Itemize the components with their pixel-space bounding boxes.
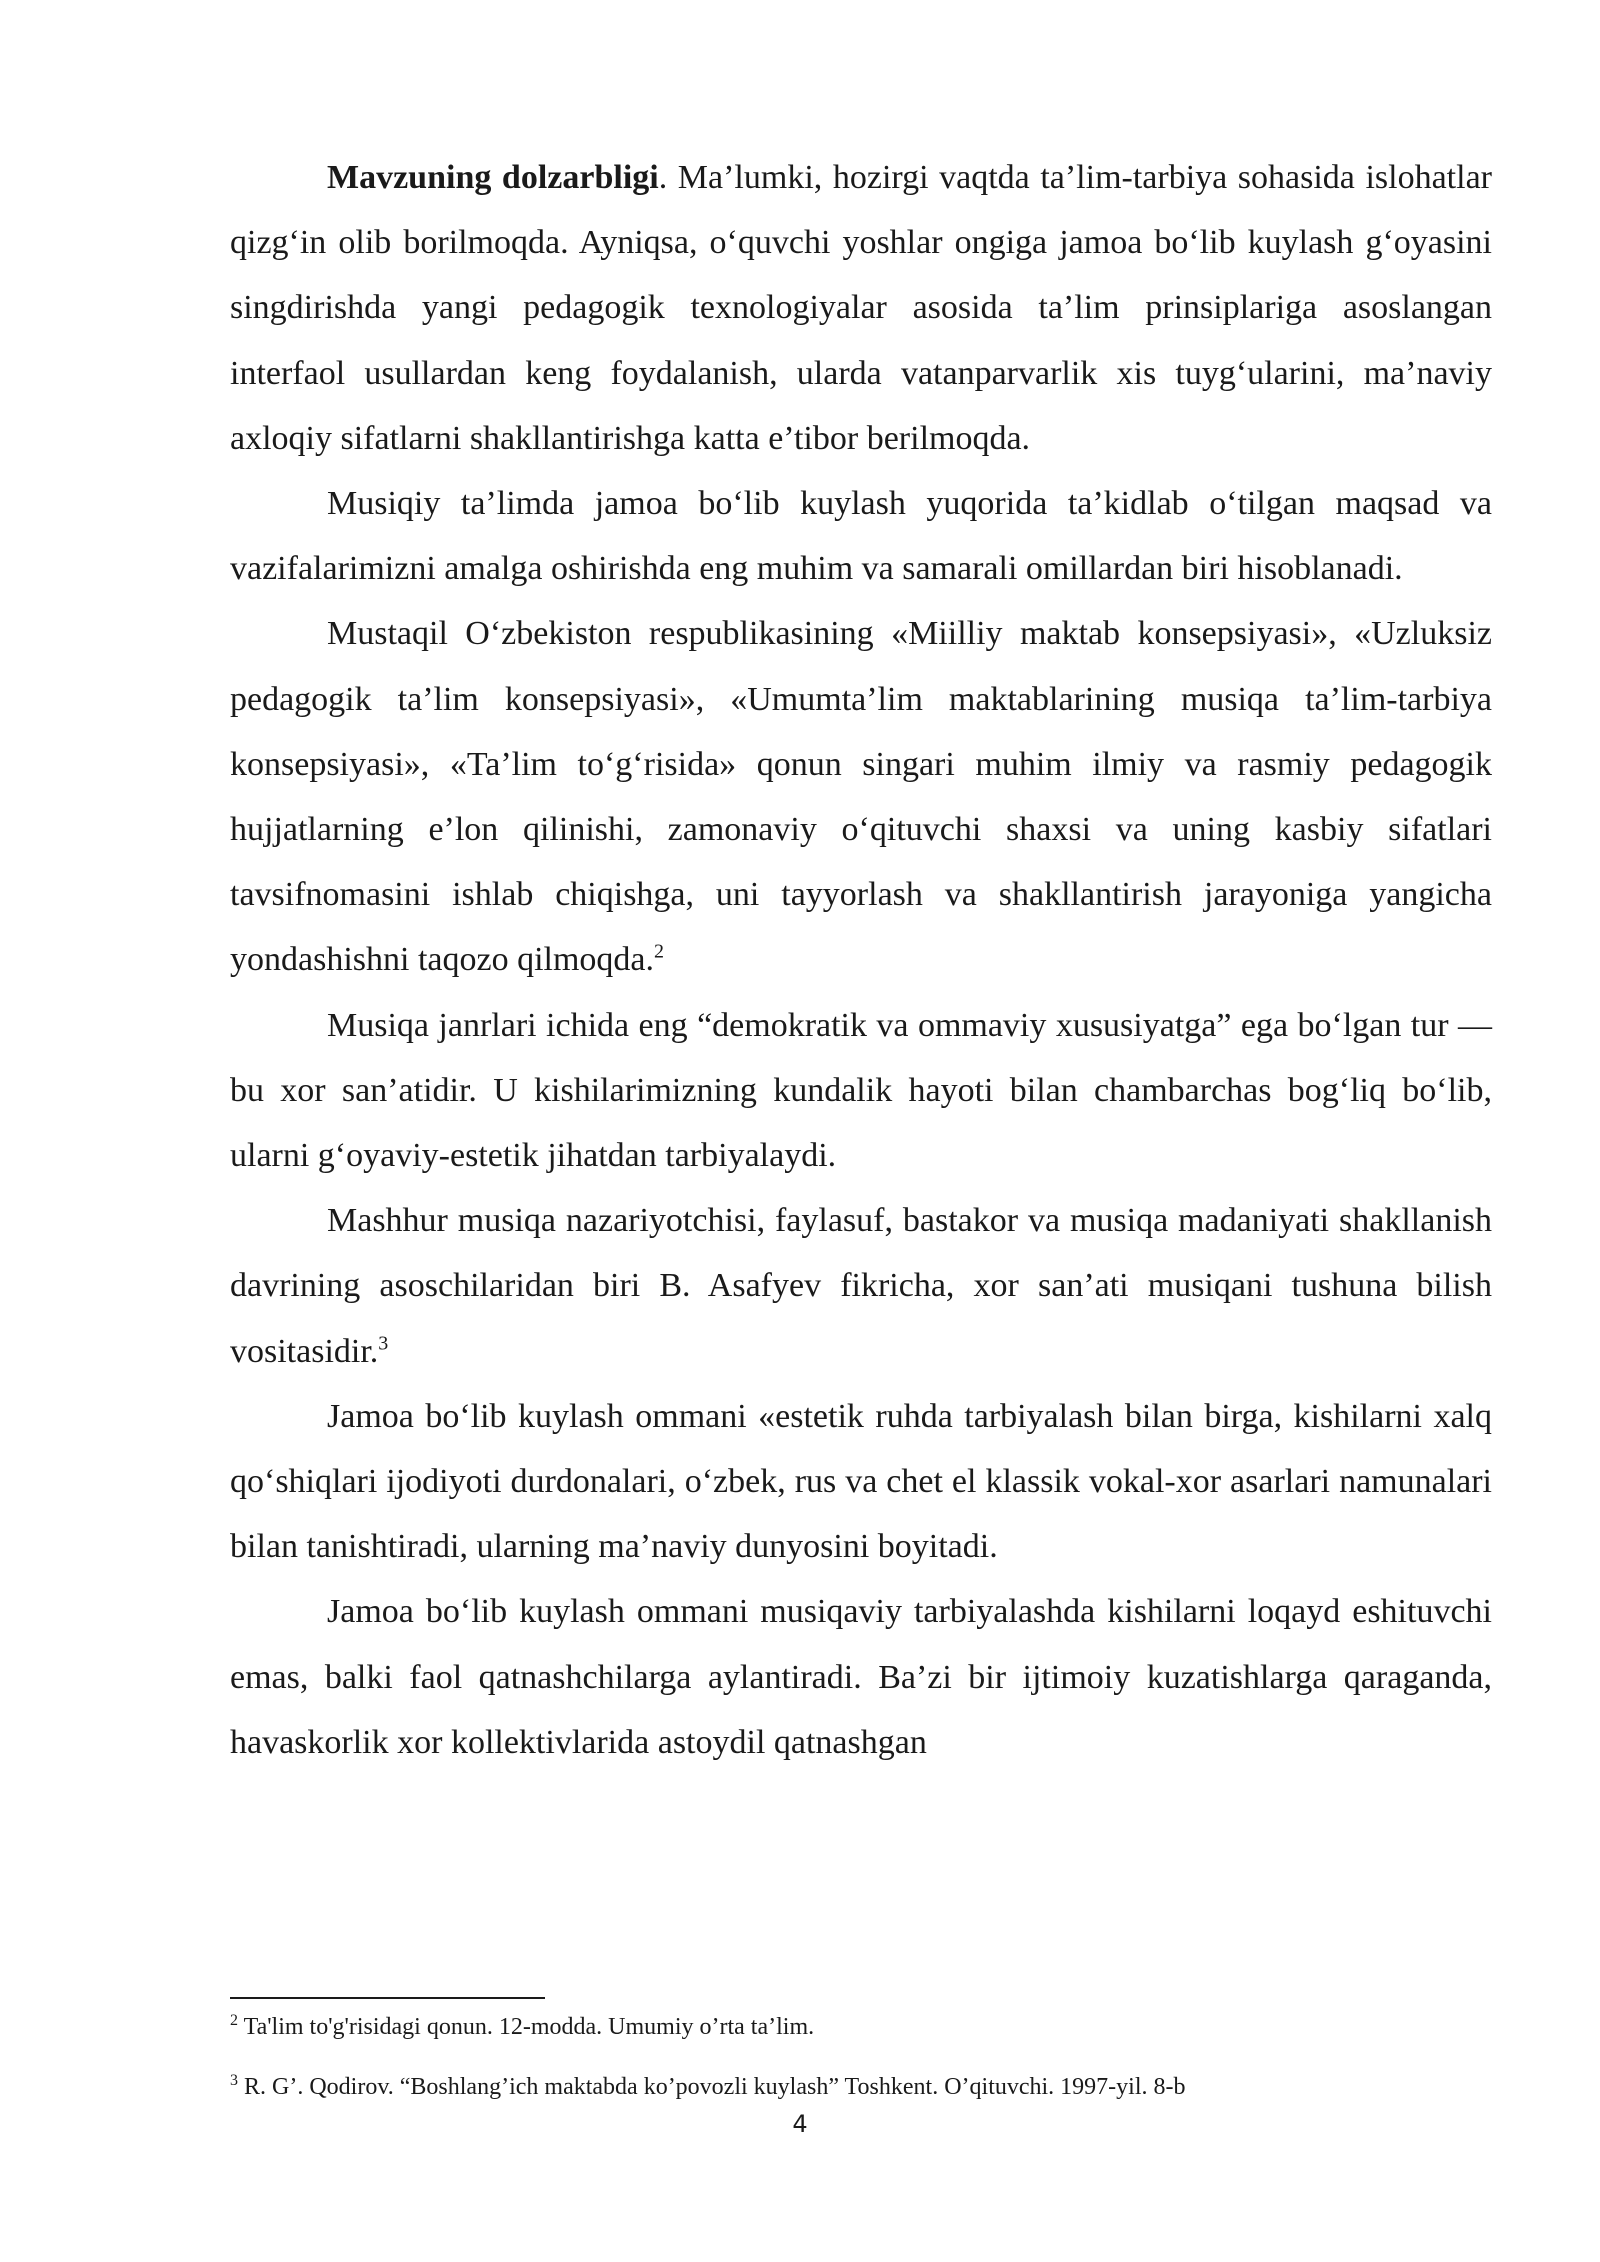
paragraph-text: Musiqiy ta’limda jamoa bo‘lib kuylash yuqorida ta’kidlab o‘tilgan maqsad va vazifalarimizni amalga oshirishda eng muhim va samarali omillardan biri hisoblanadi. [230, 485, 1492, 588]
paragraph-relevance [230, 145, 1492, 471]
paragraph-text: Musiqa janrlari ichida eng “demokratik va ommaviy xususiyatga” ega bo‘lgan tur — bu xor san’atidir. U kishilarimizning kundalik hayoti bilan chambarchas bog‘liq bo‘lib, ularni g‘oyaviy-estetik jihatdan tarbiyalaydi. [230, 1006, 1492, 1175]
section-heading: Mavzuning dolzarbligi [327, 159, 659, 196]
footnote-reference[interactable]: 2 [654, 941, 665, 964]
paragraph [230, 1188, 1492, 1384]
paragraph-text: Jamoa bo‘lib kuylash ommani musiqaviy tarbiyalashda kishilarni loqayd eshituvchi emas, balki faol qatnashchilarga aylantiradi. Ba’zi bir ijtimoiy kuzatishlarga qaraganda, havaskorlik xor kollektivlarida astoydil qatnashgan [230, 1593, 1492, 1761]
footnote-separator [230, 1997, 545, 1999]
body-text [230, 145, 1492, 1775]
footnote-number: 2 [230, 2012, 238, 2029]
footnote-text: R. G’. Qodirov. “Boshlang’ich maktabda ko’povozli kuylash” Toshkent. O’qituvchi. 1997-yil. 8-b [244, 2074, 1186, 2100]
footnote [230, 2012, 1492, 2042]
paragraph [230, 993, 1492, 1189]
paragraph-text: Mashhur musiqa nazariyotchisi, faylasuf, bastakor va musiqa madaniyati shakllanish davrining asoschilaridan biri B. Asafyev fikricha, xor san’ati musiqani tushuna bilish vositasidir. [230, 1202, 1492, 1370]
paragraph [230, 471, 1492, 601]
paragraph-text: . Ma’lumki, hozirgi vaqtda ta’lim-tarbiya sohasida islohatlar qizg‘in olib borilmoqda. Ayniqsa, o‘quvchi yoshlar ongiga jamoa bo‘lib kuylash g‘oyasini singdirishda yangi pedagogik texnologiyalar asosida ta’lim prinsiplariga asoslangan interfaol usullardan keng foydalanish, ularda vatanparvarlik xis tuyg‘ularini, ma’naviy axloqiy sifatlarni shakllantirishga katta e’tibor berilmoqda. [230, 159, 1492, 457]
paragraph-text: Jamoa bo‘lib kuylash ommani «estetik ruhda tarbiyalash bilan birga, kishilarni xalq qo‘shiqlari ijodiyoti durdonalari, o‘zbek, rus va chet el klassik vokal-xor asarlari namunalari bilan tanishtiradi, ularning ma’naviy dunyosini boyitadi. [230, 1397, 1492, 1566]
paragraph [230, 601, 1492, 992]
footnote-number: 3 [230, 2072, 238, 2089]
paragraph [230, 1579, 1492, 1775]
footnote-reference[interactable]: 3 [378, 1332, 389, 1355]
paragraph [230, 1384, 1492, 1580]
paragraph-text: Mustaqil O‘zbekiston respublikasining «Miilliy maktab konsepsiyasi», «Uzluksiz pedagogik ta’lim konsepsiyasi», «Umumta’lim maktablarining musiqa ta’lim-tarbiya konsepsiyasi», «Ta’lim to‘g‘risida» qonun singari muhim ilmiy va rasmiy pedagogik hujjatlarning e’lon qilinishi, zamonaviy o‘qituvchi shaxsi va uning kasbiy sifatlari tavsifnomasini ishlab chiqishga, uni tayyorlash va shakllantirish jarayoniga yangicha yondashishni taqozo qilmoqda. [230, 615, 1492, 979]
footnote [230, 2072, 1492, 2102]
page-number: 4 [792, 2110, 808, 2138]
footnote-text: Ta'lim to'g'risidagi qonun. 12-modda. Umumiy o’rta ta’lim. [243, 2014, 815, 2040]
